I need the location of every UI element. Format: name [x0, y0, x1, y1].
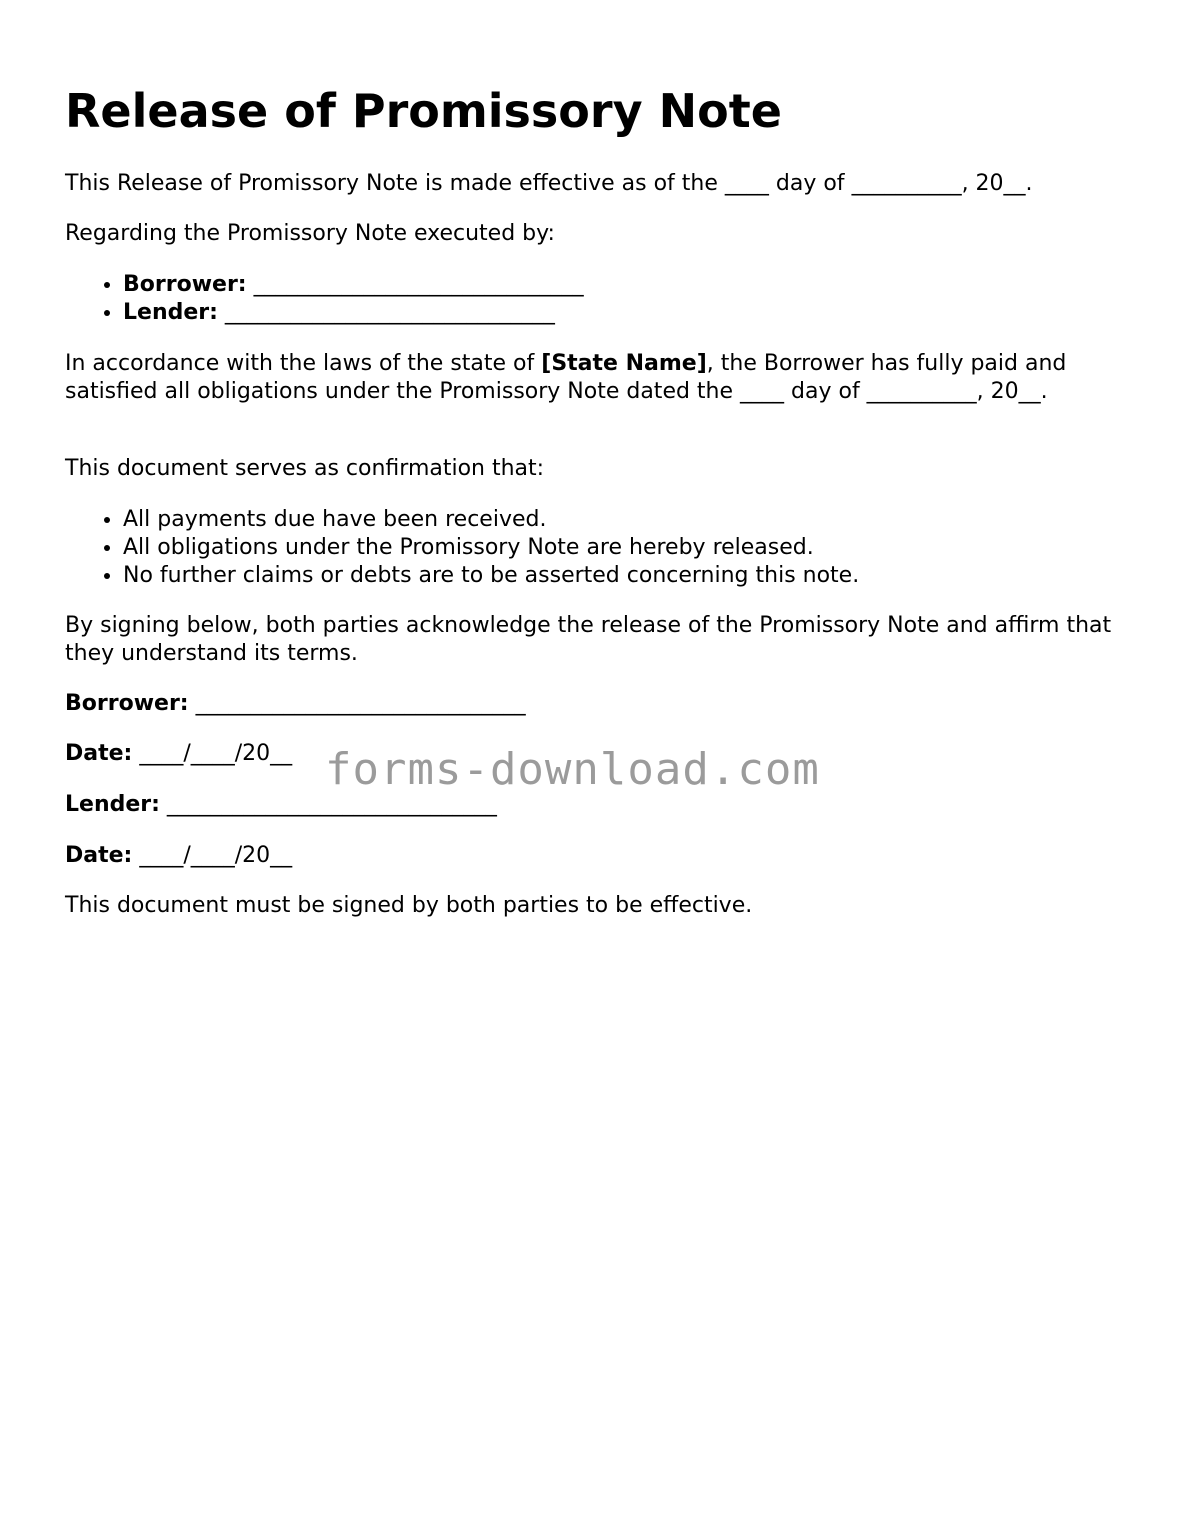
effective-date-paragraph [65, 170, 1125, 198]
date-blank: ____/____/20__ [139, 741, 293, 766]
confirmations-list [65, 506, 1123, 590]
borrower-signature-line [65, 690, 1125, 718]
date-label: Date: [65, 741, 133, 766]
date-blank: ____/____/20__ [139, 843, 293, 868]
signature-lender-label: Lender: [65, 792, 160, 817]
effective-mid: day of [775, 171, 845, 196]
closing-paragraph: This document must be signed by both parties to be effective. [65, 893, 753, 918]
accordance-prefix: In accordance with the laws of the state of [65, 351, 542, 376]
lender-date-line [65, 842, 1125, 870]
borrower-label: Borrower: [123, 272, 247, 297]
lender-label: Lender: [123, 300, 218, 325]
borrower-blank: ______________________________ [253, 272, 584, 297]
state-name-placeholder: [State Name] [541, 351, 707, 376]
effective-prefix: This Release of Promissory Note is made effective as of the [65, 171, 718, 196]
list-item-lender [123, 299, 1123, 327]
effective-month-blank: __________ [851, 171, 962, 196]
acknowledge-paragraph: By signing below, both parties acknowledge the release of the Promissory Note and affirm that they understand its terms. [65, 613, 1112, 666]
watermark: forms-download.com [325, 744, 820, 795]
accordance-paragraph [65, 350, 1125, 405]
list-item: • No further claims or debts are to be asserted concerning this note. [123, 562, 1123, 590]
list-item-borrower [123, 271, 1123, 299]
signature-lender-blank: ______________________________ [166, 792, 497, 817]
confirmation-intro: This document serves as confirmation that: [65, 456, 545, 481]
document-title: Release of Promissory Note [65, 84, 782, 138]
accordance-suffix: , the Borrower has fully paid and satisfied all obligations under the Promissory Note dated the ____ day of __________, 20__. [65, 351, 1067, 404]
effective-day-blank: ____ [724, 171, 769, 196]
date-label: Date: [65, 843, 133, 868]
signature-borrower-blank: ______________________________ [195, 691, 526, 716]
list-item: • All obligations under the Promissory Note are hereby released. [123, 534, 1123, 562]
effective-year: , 20__. [961, 171, 1033, 196]
parties-list [65, 271, 1123, 327]
lender-blank: ______________________________ [224, 300, 555, 325]
list-item: • All payments due have been received. [123, 506, 1123, 534]
signature-borrower-label: Borrower: [65, 691, 189, 716]
regarding-paragraph: Regarding the Promissory Note executed by: [65, 221, 555, 246]
